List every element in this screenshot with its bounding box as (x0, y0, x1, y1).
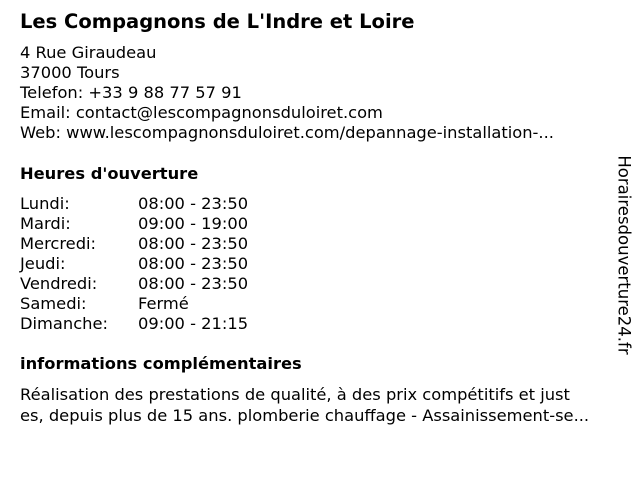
city-address: 37000 Tours (20, 63, 120, 82)
description-text (20, 384, 630, 426)
hours-heading: Heures d'ouverture (20, 164, 199, 183)
hours-row-sunday (20, 314, 248, 334)
hours-row-saturday (20, 294, 248, 314)
hours-row-thursday (20, 254, 248, 274)
phone-number[interactable]: Telefon: +33 9 88 77 57 91 (20, 83, 242, 102)
opening-hours-table (20, 194, 248, 334)
watermark-text: Horairesdouverture24.fr (614, 155, 634, 355)
day-hours: 08:00 - 23:50 (138, 234, 249, 253)
hours-row-tuesday (20, 214, 248, 234)
day-label: Lundi: (20, 194, 70, 213)
day-hours: 09:00 - 21:15 (138, 314, 249, 333)
day-label: Mardi: (20, 214, 71, 233)
day-hours: 08:00 - 23:50 (138, 274, 249, 293)
day-hours: Fermé (138, 294, 189, 313)
day-hours: 08:00 - 23:50 (138, 254, 249, 273)
description-line: es, depuis plus de 15 ans. plomberie chauffage - Assainissement-se... (20, 406, 590, 425)
website-url[interactable]: Web: www.lescompagnonsduloiret.com/depannage-installation-... (20, 123, 554, 142)
day-label: Mercredi: (20, 234, 97, 253)
day-label: Vendredi: (20, 274, 98, 293)
day-label: Dimanche: (20, 314, 108, 333)
info-heading: informations complémentaires (20, 354, 302, 373)
street-address: 4 Rue Giraudeau (20, 43, 157, 62)
day-hours: 09:00 - 19:00 (138, 214, 249, 233)
hours-row-monday (20, 194, 248, 214)
hours-row-wednesday (20, 234, 248, 254)
day-label: Samedi: (20, 294, 87, 313)
day-hours: 08:00 - 23:50 (138, 194, 249, 213)
description-line: Réalisation des prestations de qualité, à des prix compétitifs et just (20, 385, 570, 404)
day-label: Jeudi: (20, 254, 66, 273)
contact-block (20, 43, 554, 143)
business-name: Les Compagnons de L'Indre et Loire (20, 10, 415, 33)
email-address[interactable]: Email: contact@lescompagnonsduloiret.com (20, 103, 383, 122)
hours-row-friday (20, 274, 248, 294)
watermark-vertical (613, 135, 635, 375)
